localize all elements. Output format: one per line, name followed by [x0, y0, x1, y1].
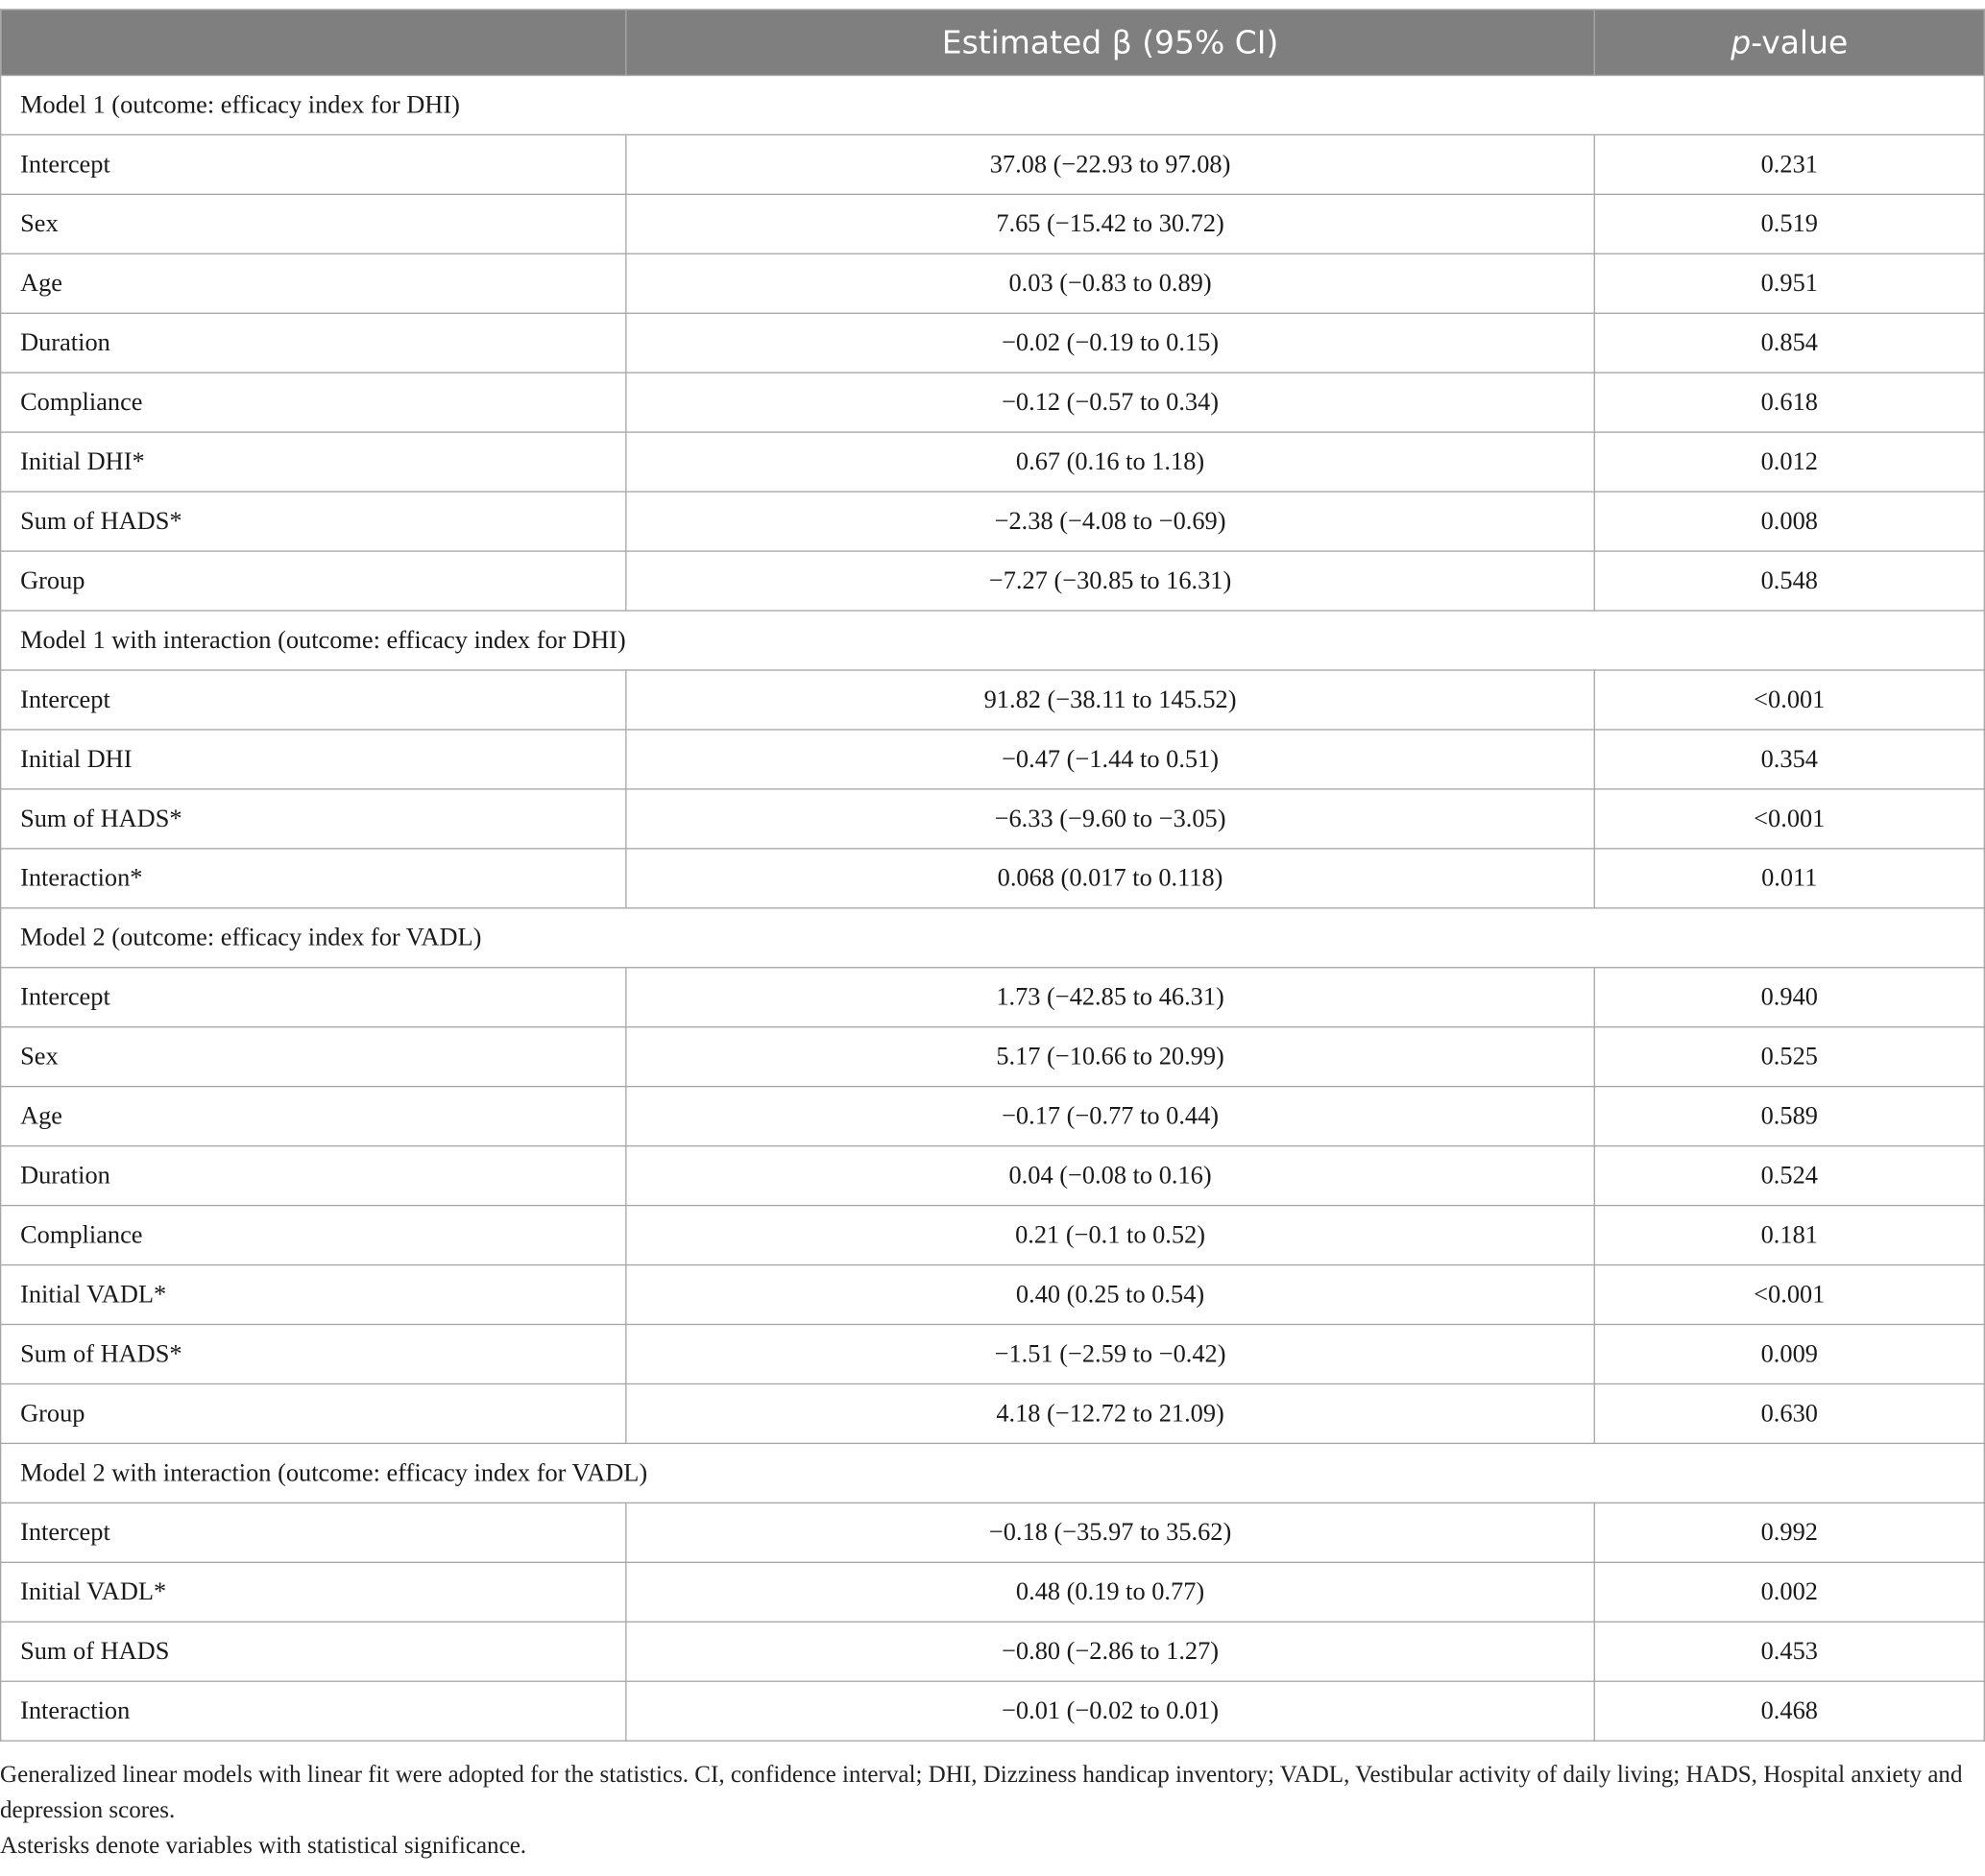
table-row — [1, 789, 1985, 849]
p-value-cell: 0.012 — [1594, 432, 1984, 492]
estimate-cell: −0.12 (−0.57 to 0.34) — [626, 373, 1594, 432]
section-header-row — [1, 908, 1985, 968]
header-p-value — [1594, 10, 1984, 76]
header-p-italic: p — [1731, 24, 1752, 61]
estimate-cell: 5.17 (−10.66 to 20.99) — [626, 1027, 1594, 1087]
p-value-cell: 0.231 — [1594, 134, 1984, 194]
estimate-cell: 37.08 (−22.93 to 97.08) — [626, 134, 1594, 194]
estimate-cell: −0.18 (−35.97 to 35.62) — [626, 1503, 1594, 1562]
estimate-cell: 0.67 (0.16 to 1.18) — [626, 432, 1594, 492]
p-value-cell: 0.354 — [1594, 730, 1984, 789]
table-row — [1, 1383, 1985, 1443]
variable-cell: Group — [1, 551, 626, 611]
table-footnotes — [0, 1758, 1982, 1864]
p-value-cell: 0.524 — [1594, 1146, 1984, 1206]
variable-cell: Sum of HADS* — [1, 492, 626, 551]
p-value-cell: 0.618 — [1594, 373, 1984, 432]
table-row — [1, 1324, 1985, 1383]
table-row — [1, 1562, 1985, 1622]
table-row — [1, 134, 1985, 194]
p-value-cell: 0.002 — [1594, 1562, 1984, 1622]
estimate-cell: −0.17 (−0.77 to 0.44) — [626, 1087, 1594, 1146]
header-estimate: Estimated β (95% CI) — [626, 10, 1594, 76]
p-value-cell: 0.011 — [1594, 849, 1984, 908]
estimate-cell: 0.48 (0.19 to 0.77) — [626, 1562, 1594, 1622]
variable-cell: Initial DHI* — [1, 432, 626, 492]
table-row — [1, 1206, 1985, 1265]
regression-table — [0, 9, 1985, 1742]
table-row — [1, 849, 1985, 908]
variable-cell: Sex — [1, 1027, 626, 1087]
p-value-cell: 0.181 — [1594, 1206, 1984, 1265]
variable-cell: Compliance — [1, 1206, 626, 1265]
table-row — [1, 313, 1985, 373]
variable-cell: Initial DHI — [1, 730, 626, 789]
footnote-asterisks: Asterisks denote variables with statistical significance. — [0, 1832, 527, 1860]
table-row — [1, 432, 1985, 492]
section-title: Model 1 (outcome: efficacy index for DHI) — [1, 75, 1985, 134]
estimate-cell: −2.38 (−4.08 to −0.69) — [626, 492, 1594, 551]
p-value-cell: 0.854 — [1594, 313, 1984, 373]
estimate-cell: −0.01 (−0.02 to 0.01) — [626, 1681, 1594, 1741]
variable-cell: Sex — [1, 194, 626, 253]
variable-cell: Interaction* — [1, 849, 626, 908]
estimate-cell: 0.04 (−0.08 to 0.16) — [626, 1146, 1594, 1206]
variable-cell: Duration — [1, 313, 626, 373]
variable-cell: Group — [1, 1383, 626, 1443]
estimate-cell: 0.03 (−0.83 to 0.89) — [626, 253, 1594, 313]
table-row — [1, 730, 1985, 789]
variable-cell: Duration — [1, 1146, 626, 1206]
variable-cell: Interaction — [1, 1681, 626, 1741]
estimate-cell: 91.82 (−38.11 to 145.52) — [626, 670, 1594, 730]
variable-cell: Initial VADL* — [1, 1265, 626, 1325]
variable-cell: Age — [1, 253, 626, 313]
table-row — [1, 1087, 1985, 1146]
variable-cell: Age — [1, 1087, 626, 1146]
section-title: Model 2 with interaction (outcome: efficacy index for VADL) — [1, 1443, 1985, 1503]
table-row — [1, 373, 1985, 432]
variable-cell: Sum of HADS — [1, 1622, 626, 1681]
p-value-cell: 0.548 — [1594, 551, 1984, 611]
p-value-cell: 0.630 — [1594, 1383, 1984, 1443]
estimate-cell: 7.65 (−15.42 to 30.72) — [626, 194, 1594, 253]
p-value-cell: 0.992 — [1594, 1503, 1984, 1562]
p-value-cell: 0.009 — [1594, 1324, 1984, 1383]
section-header-row — [1, 611, 1985, 670]
estimate-cell: 0.21 (−0.1 to 0.52) — [626, 1206, 1594, 1265]
table-row — [1, 1503, 1985, 1562]
p-value-cell: 0.519 — [1594, 194, 1984, 253]
variable-cell: Sum of HADS* — [1, 789, 626, 849]
table-row — [1, 1027, 1985, 1087]
header-row — [1, 10, 1985, 76]
estimate-cell: −0.47 (−1.44 to 0.51) — [626, 730, 1594, 789]
estimate-cell: −6.33 (−9.60 to −3.05) — [626, 789, 1594, 849]
table-row — [1, 670, 1985, 730]
p-value-cell: 0.453 — [1594, 1622, 1984, 1681]
table-row — [1, 194, 1985, 253]
p-value-cell: <0.001 — [1594, 1265, 1984, 1325]
estimate-cell: 1.73 (−42.85 to 46.31) — [626, 968, 1594, 1027]
section-title: Model 1 with interaction (outcome: efficacy index for DHI) — [1, 611, 1985, 670]
table-row — [1, 968, 1985, 1027]
p-value-cell: <0.001 — [1594, 670, 1984, 730]
variable-cell: Intercept — [1, 134, 626, 194]
p-value-cell: 0.589 — [1594, 1087, 1984, 1146]
table-row — [1, 1265, 1985, 1325]
section-title: Model 2 (outcome: efficacy index for VADL) — [1, 908, 1985, 968]
variable-cell: Intercept — [1, 968, 626, 1027]
p-value-cell: 0.951 — [1594, 253, 1984, 313]
estimate-cell: −1.51 (−2.59 to −0.42) — [626, 1324, 1594, 1383]
p-value-cell: 0.468 — [1594, 1681, 1984, 1741]
table-row — [1, 1622, 1985, 1681]
table-row — [1, 1681, 1985, 1741]
estimate-cell: 0.40 (0.25 to 0.54) — [626, 1265, 1594, 1325]
variable-cell: Intercept — [1, 670, 626, 730]
p-value-cell: 0.008 — [1594, 492, 1984, 551]
header-p-rest: -value — [1751, 24, 1849, 61]
variable-cell: Compliance — [1, 373, 626, 432]
variable-cell: Intercept — [1, 1503, 626, 1562]
variable-cell: Sum of HADS* — [1, 1324, 626, 1383]
estimate-cell: −7.27 (−30.85 to 16.31) — [626, 551, 1594, 611]
section-header-row — [1, 1443, 1985, 1503]
footnote-abbreviations: Generalized linear models with linear fit were adopted for the statistics. CI, confidence interval; DHI, Dizziness handicap inventory; VADL, Vestibular activity of daily living; HADS, Hospital anxiety and depression scores. — [0, 1761, 1963, 1824]
table-row — [1, 551, 1985, 611]
variable-cell: Initial VADL* — [1, 1562, 626, 1622]
table-row — [1, 253, 1985, 313]
estimate-cell: 4.18 (−12.72 to 21.09) — [626, 1383, 1594, 1443]
estimate-cell: 0.068 (0.017 to 0.118) — [626, 849, 1594, 908]
table-row — [1, 1146, 1985, 1206]
p-value-cell: <0.001 — [1594, 789, 1984, 849]
table-row — [1, 492, 1985, 551]
header-variable — [1, 10, 626, 76]
section-header-row — [1, 75, 1985, 134]
p-value-cell: 0.525 — [1594, 1027, 1984, 1087]
estimate-cell: −0.02 (−0.19 to 0.15) — [626, 313, 1594, 373]
estimate-cell: −0.80 (−2.86 to 1.27) — [626, 1622, 1594, 1681]
p-value-cell: 0.940 — [1594, 968, 1984, 1027]
